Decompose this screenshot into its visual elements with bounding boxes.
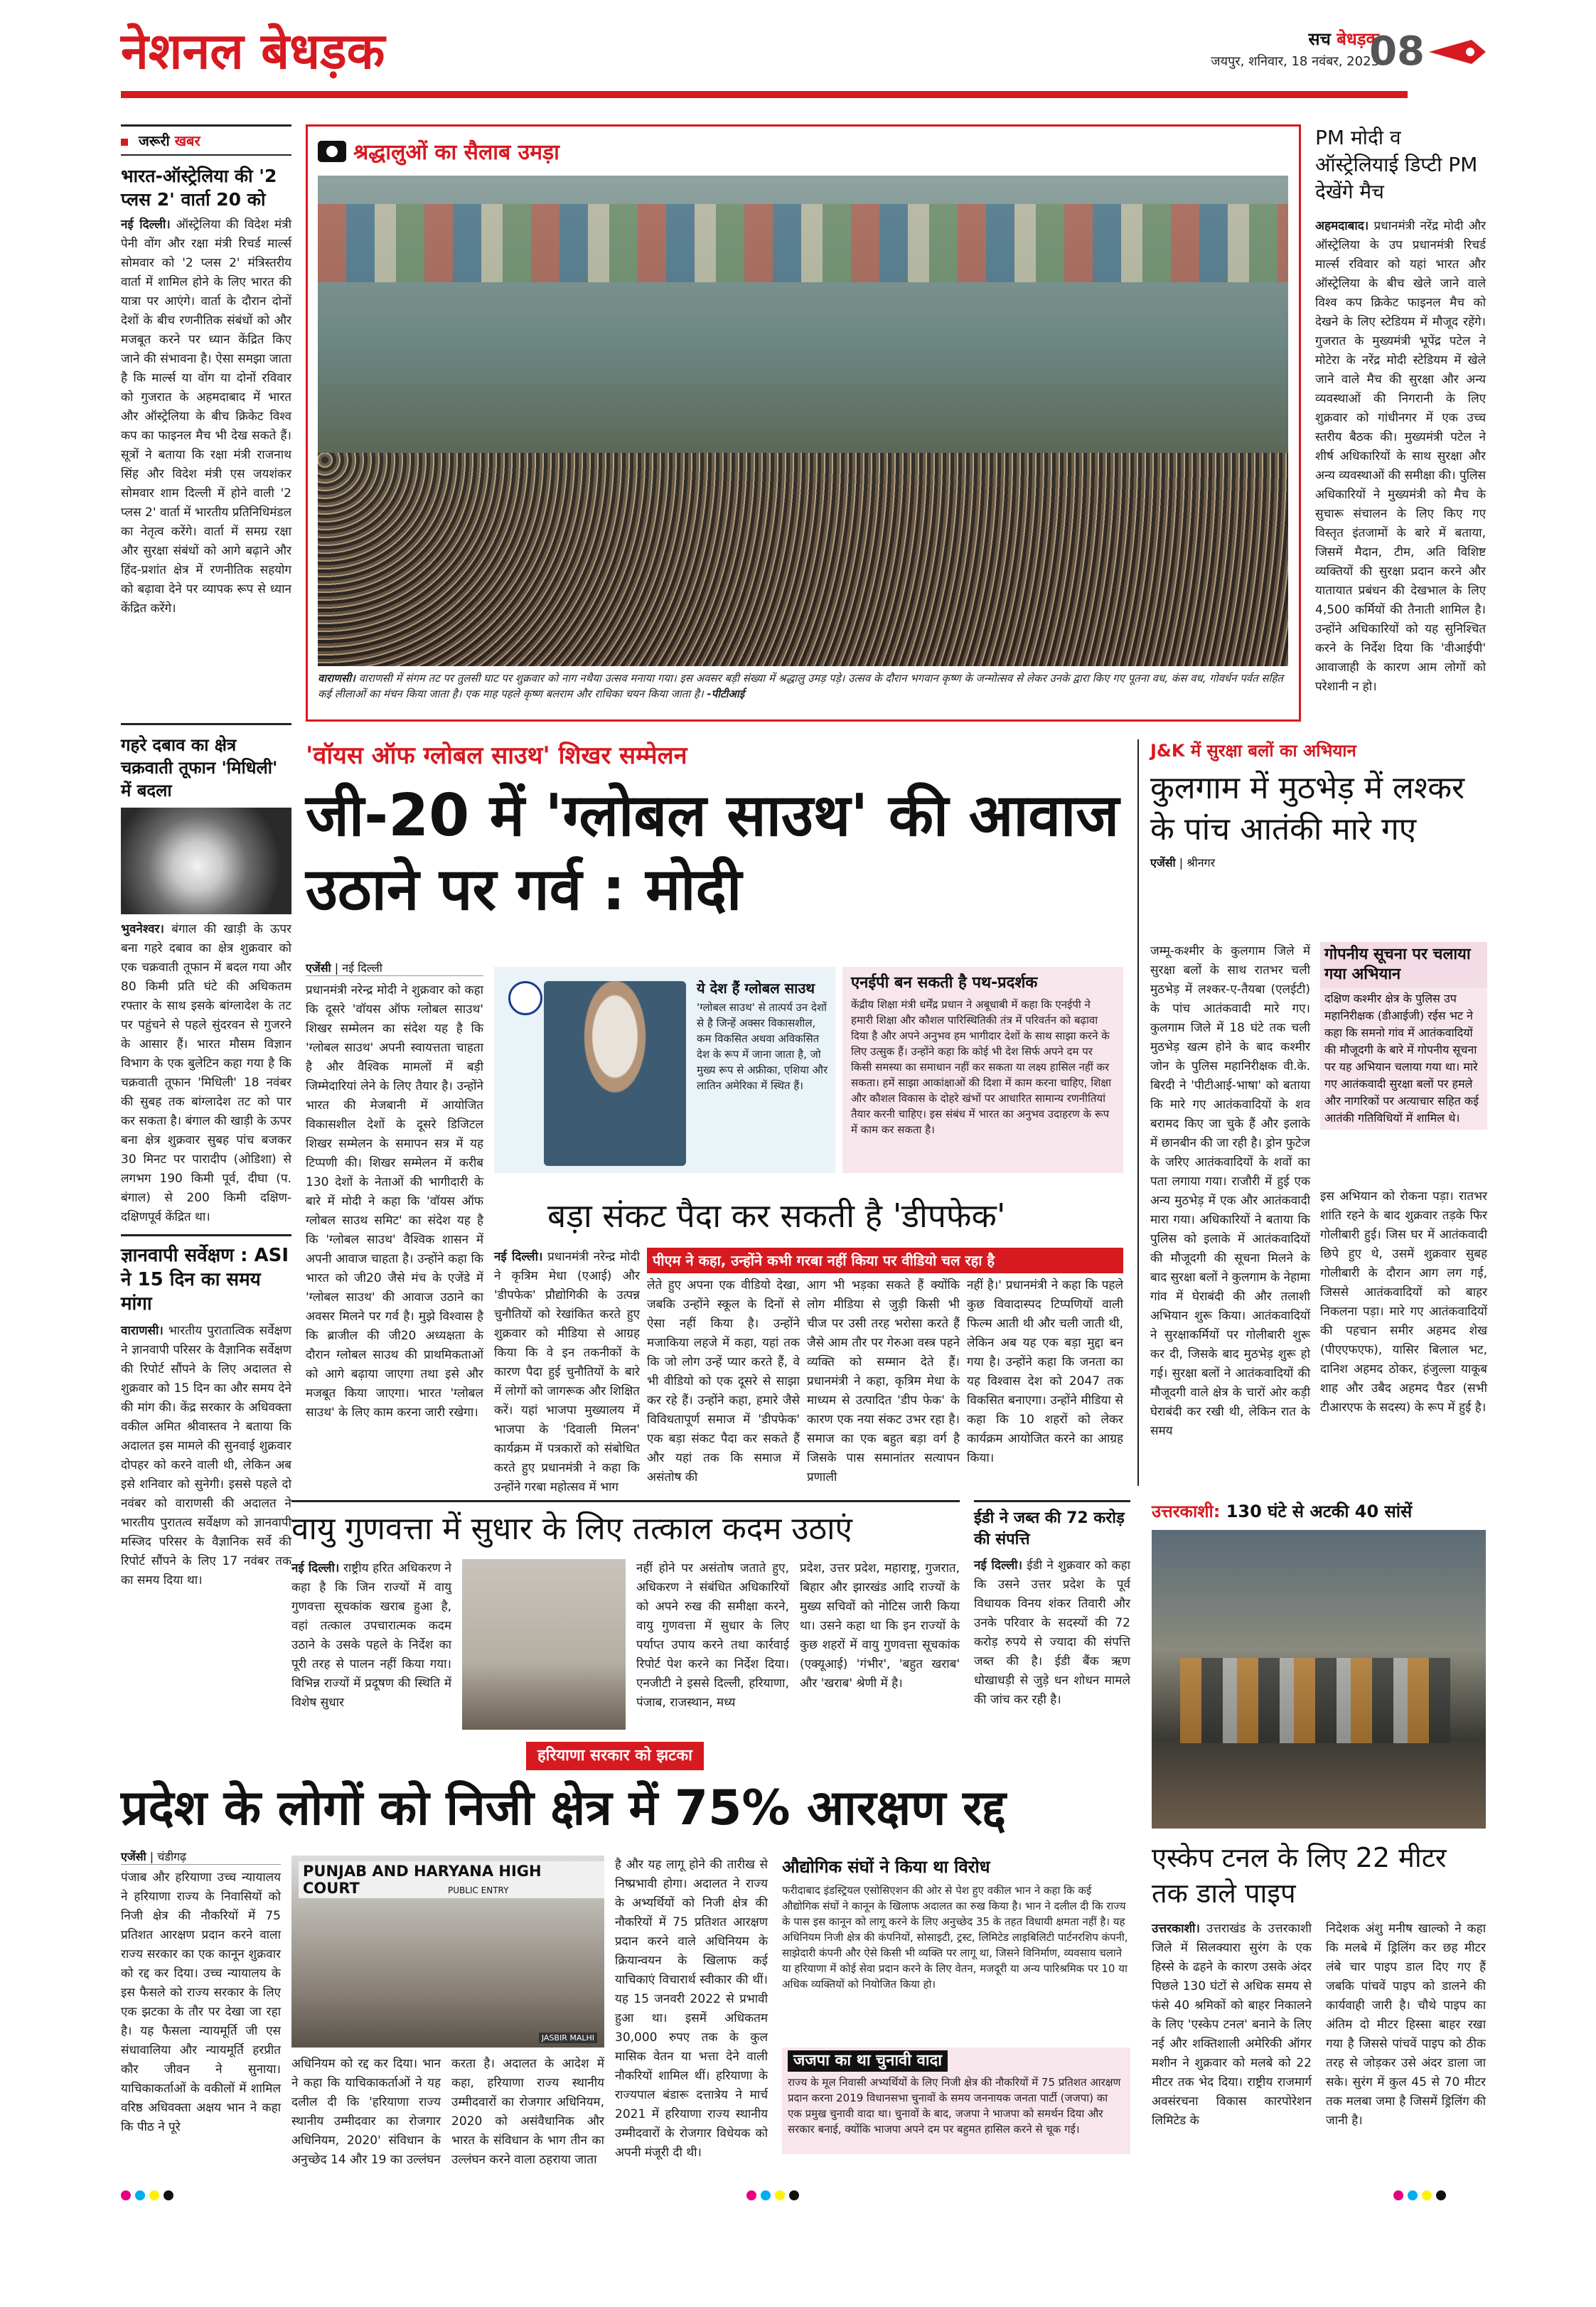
infobox-body: दक्षिण कश्मीर क्षेत्र के पुलिस उप महानिरीक्षक (डीआईजी) रईस भट ने कहा कि समनो गांव में आतंकवादियों की मौजूदगी के बारे में गोपनीय सूचना पर यह अभियान चलाया गया था। मारे गए आतंकवादी सुरक्षा बलों पर हमले और नागरिकों पर अत्याचार सहित कई आतंकी गतिविधियों में शामिल थे। xyxy=(1320,987,1487,1130)
camera-icon xyxy=(318,141,346,162)
byline-agency: एजेंसी xyxy=(121,1850,146,1863)
registration-dots-right xyxy=(1393,2190,1450,2203)
crowd xyxy=(318,453,1288,666)
story-headline: वायु गुणवत्ता में सुधार के लिए तत्काल कदम उठाएं xyxy=(291,1511,852,1547)
tunnel-story xyxy=(1152,1500,1486,2128)
deepfake-strap: पीएम ने कहा, उन्होंने कभी गरबा नहीं किया पर वीडियो चल रहा है xyxy=(647,1248,1123,1273)
nep-box xyxy=(842,967,1123,1173)
infobox-title: गोपनीय सूचना पर चलाया गया अभियान xyxy=(1320,942,1487,987)
modi-story xyxy=(306,739,1123,1494)
section-label-accent: खबर xyxy=(174,132,200,149)
deepfake-headline: बड़ा संकट पैदा कर सकती है 'डीपफेक' xyxy=(547,1197,1006,1235)
section-label-text: जरूरी xyxy=(138,132,170,149)
photo-caption-place: वाराणसी। xyxy=(318,672,355,685)
photo-credit: -पीटीआई xyxy=(707,687,745,700)
story-dateline: भुवनेश्वर। xyxy=(121,922,164,936)
tunnel-rescue-photo xyxy=(1152,1530,1486,1829)
story-dateline: उत्तरकाशी। xyxy=(1152,1922,1200,1936)
modi-photo-box xyxy=(494,967,835,1173)
ed-story xyxy=(974,1500,1130,1735)
infobox-body: 'ग्लोबल साउथ' से तात्पर्य उन देशों से है जिन्हें अक्सर विकासशील, कम विकसित अथवा अविकसित देश के रूप में जाना जाता है, जो मुख्य रूप से अफ्रीका, एशिया और लातिन अमेरिका में स्थित हैं। xyxy=(697,1001,828,1092)
infobox-title: औद्योगिक संघों ने किया था विरोध xyxy=(782,1857,990,1877)
story-text: भारतीय पुरातात्विक सर्वेक्षण ने ज्ञानवापी परिसर के वैज्ञानिक सर्वेक्षण की रिपोर्ट सौंपने के लिए अदालत से शुक्रवार को 15 दिन का और समय देने की मांग की। केंद्र सरकार के अधिवक्ता वकील अमित श्रीवास्तव ने बताया कि अदालत इस मामले की सुनवाई शुक्रवार दोपहर को करने वाली थी, लेकिन अब इसे शनिवार को सुनेगी। इससे पहले दो नवंबर को वाराणसी की अदालत ने भारतीय पुरातत्व सर्वेक्षण को ज्ञानवापी मस्जिद परिसर के वैज्ञानिक सर्वे की रिपोर्ट सौंपने के लिए 17 नवंबर तक का समय दिया था। xyxy=(121,1324,291,1588)
photo-kicker xyxy=(318,137,1289,166)
story-byline: एजेंसी | श्रीनगर xyxy=(1150,856,1216,869)
byline-agency: एजेंसी xyxy=(306,961,331,975)
byline-place: नई दिल्ली xyxy=(342,961,382,975)
infobox-title: एनईपी बन सकती है पथ-प्रदर्शक xyxy=(851,974,1038,992)
story-headline: कुलगाम में मुठभेड़ में लश्कर के पांच आतंकी मारे गए xyxy=(1150,770,1465,847)
story-text: बंगाल की खाड़ी के ऊपर बना गहरे दबाव का क्षेत्र शुक्रवार को एक चक्रवाती तूफान में बदल गया और 80 किमी प्रति घंटे की अधिकतम रफ्तार के साथ इसके बांग्लादेश के तट पर पहुंचने से पहले सुंदरवन से गुजरने के आसार हैं। भारत मौसम विज्ञान विभाग के एक बुलेटिन कहा गया है कि चक्रवाती तूफान 'मिधिली' 18 नवंबर की सुबह तक बांग्लादेश तट को पार कर सकता है। बंगाल की खाड़ी के ऊपर बना क्षेत्र शुक्रवार सुबह पांच बजकर 30 मिनट पर पारादीप (ओडिशा) से लगभग 190 किमी पूर्व, दीघा (प. बंगाल) से 200 किमी दक्षिण-दक्षिणपूर्व केंद्रित था। xyxy=(121,922,291,1224)
story-kicker: 'वॉयस ऑफ ग्लोबल साउथ' शिखर सम्मेलन xyxy=(306,742,687,770)
pen-nib-icon xyxy=(1429,34,1486,70)
kulgam-infobox xyxy=(1320,942,1487,1169)
air-quality-story xyxy=(291,1500,960,1735)
story-headline: ज्ञानवापी सर्वेक्षण : ASI ने 15 दिन का समय मांगा xyxy=(121,1245,289,1315)
story-dateline: नई दिल्ली। xyxy=(494,1250,543,1264)
photo-credit: JASBIR MALHI xyxy=(539,2033,597,2043)
quota-infobox-2 xyxy=(782,2048,1130,2154)
kulgam-col-1: जम्मू-कश्मीर के कुलगाम जिले में सुरक्षा बलों के साथ रातभर चली मुठभेड़ में लश्कर-ए-तैयबा (एलईटी) के पांच आतंकवादी मारे गए। कुलगाम जिले में 18 घंटे तक चली मुठभेड़ खत्म होने के बाद कश्मीर जोन के पुलिस महानिरीक्षक वी.के. बिरदी ने 'पीटीआई-भाषा' को बताया कि मारे गए आतंकवादियों के शव बरामद किए जा चुके हैं और इलाके में छानबीन की जा रही है। ड्रोन फुटेज के जरिए आतंकवादियों के शवों का पता लगाया गया। राजौरी में हुई एक अन्य मुठभेड़ में एक और आतंकवादी मारा गया। अधिकारियों ने बताया कि पुलिस को इलाके में आतंकवादियों की मौजूदगी की सूचना मिलने के बाद सुरक्षा बलों ने कुलगाम के नेहामा गांव में घेराबंदी की और तलाशी अभियान शुरू किया। आतंकवादियों ने सुरक्षाकर्मियों पर गोलीबारी शुरू कर दी, जिसके बाद मुठभेड़ शुरू हो गई। सुरक्षा बलों ने आतंकवादियों की मौजूदगी वाले क्षेत्र के चारों ओर कड़ी घेराबंदी कर रखी थी, लेकिन रात के समय xyxy=(1150,944,1310,1438)
left-column xyxy=(121,124,291,2023)
photo-caption xyxy=(318,670,1289,702)
story-dateline: नई दिल्ली। xyxy=(974,1558,1023,1573)
byline-place: श्रीनगर xyxy=(1187,856,1216,869)
story-text: राष्ट्रीय हरित अधिकरण ने कहा है कि जिन राज्यों में वायु गुणवत्ता सूचकांक खराब हुआ है, वहां तत्काल उपचारात्मक कदम उठाने के उसके पहले के निर्देश का पूरी तरह से पालन नहीं किया गया। विभिन्न राज्यों में प्रदूषण की स्थिति में विशेष सुधार xyxy=(291,1561,451,1710)
story-body xyxy=(1315,217,1486,693)
deepfake-col-1 xyxy=(494,1248,641,1494)
story-byline: एजेंसी | नई दिल्ली xyxy=(306,960,483,976)
registration-dots-left xyxy=(121,2190,178,2203)
story-dateline: नई दिल्ली। xyxy=(121,218,171,232)
kulgam-col-2: इस अभियान को रोकना पड़ा। रातभर शांति रहने के बाद शुक्रवार तड़के फिर गोलीबारी हुई। जिस घर में आतंकवादी छिपे हुए थे, उसमें शुक्रवार सुबह गोलीबारी के दौरान आग लग गई, जिससे आतंकवादियों को बाहर निकलना पड़ा। मारे गए आतंकवादियों की पहचान समीर अहमद शेख (पीएएफएफ), यासिर बिलाल भट, दानिश अहमद ठोकर, हंजुल्ला याकूब शाह और उबैद अहमद पैडर (सभी टीआरएफ के सदस्य) के रूप में हुई है। xyxy=(1320,1189,1487,1415)
story-main-headline: जी-20 में 'ग्लोबल साउथ' की आवाज उठाने पर गर्व : मोदी xyxy=(306,782,1120,924)
story-headline: एस्केप टनल के लिए 22 मीटर तक डाले पाइप xyxy=(1152,1842,1447,1909)
court-sign-line-1: PUNJAB AND HARYANA HIGH COURT xyxy=(303,1863,542,1897)
story-body xyxy=(974,1556,1130,1727)
right-column-top xyxy=(1315,124,1486,722)
ghat-crowd-photo xyxy=(318,176,1288,666)
story-headline: गहरे दबाव का क्षेत्र चक्रवाती तूफान 'मिधिली' में बदला xyxy=(121,735,278,801)
story-dateline: नई दिल्ली। xyxy=(291,1561,340,1575)
story-text: प्रधानमंत्री नरेंद्र मोदी और ऑस्ट्रेलिया के उप प्रधानमंत्री रिचर्ड मार्ल्स रविवार को यहां भारत और ऑस्ट्रेलिया के बीच खेले जाने वाले विश्व कप क्रिकेट फाइनल मैच को देखने के लिए स्टेडियम में मौजूद रहेंगे। गुजरात के मुख्यमंत्री भूपेंद्र पटेल ने मोटेरा के नरेंद्र मोदी स्टेडियम में खेले जाने वाले मैच की सुरक्षा और अन्य व्यवस्थाओं की निगरानी के लिए शुक्रवार को गांधीनगर में एक उच्च स्तरीय बैठक की। मुख्यमंत्री पटेल ने शीर्ष अधिकारियों के साथ सुरक्षा और अन्य व्यवस्थाओं की समीक्षा की। पुलिस अधिकारियों ने मुख्यमंत्री को मैच के सुचारू संचालन के लिए किए गए विस्तृत इंतजामों के बारे में बताया, जिसमें मैदान, टीम, अति विशिष्ट व्यक्तियों की सुरक्षा प्रदान करने और यातायात प्रबंधन की देखभाल के लिए 4,500 कर्मियों की तैनाती शामिल है। उन्होंने अधिकारियों को यह सुनिश्चित करने के निर्देश दिया कि 'वीआईपी' आवाजाही के कारण आम लोगों को परेशानी न हो। xyxy=(1315,219,1487,694)
quota-infobox-1 xyxy=(782,1856,1130,2040)
court-sign-sub: PUBLIC ENTRY xyxy=(448,1885,509,1895)
story-text: ईडी ने शुक्रवार को कहा कि उसने उत्तर प्रदेश के पूर्व विधायक विनय शंकर तिवारी और उनके परिवार के सदस्यों की 72 करोड़ रुपये से ज्यादा की संपत्ति जब्त की है। ईडी बैंक ऋण धोखाधड़ी से जुड़े धन शोधन मामले की जांच कर रही है। xyxy=(974,1558,1130,1707)
story-text: उत्तराखंड के उत्तरकाशी जिले में सिलक्यारा सुरंग के एक हिस्से के ढहने के कारण उसके अंदर पिछले 130 घंटों से अधिक समय से फंसे 40 श्रमिकों को बाहर निकालने के लिए 'एस्केप टनल' बनाने के लिए नई और शक्तिशाली अमेरिकी ऑगर मशीन ने शुक्रवार को मलबे को 22 मीटर तक भेद दिया। राष्ट्रीय राजमार्ग अवसंरचना विकास कारपोरेशन लिमिटेड के xyxy=(1152,1922,1312,2128)
story-body xyxy=(121,920,291,1226)
story-text: प्रधानमंत्री नरेन्द्र मोदी ने कृत्रिम मेधा (एआई) और 'डीपफेक' प्रौद्योगिकी के उत्पन्न चुनौतियों को रेखांकित करते हुए शुक्रवार को मीडिया से आग्रह किया कि वे इन तकनीकों के कारण पैदा हुई चुनौतियों के बारे में लोगों को जागरूक और शिक्षित करें। यहां भाजपा मुख्यालय में भाजपा के 'दिवाली मिलन' कार्यक्रम में पत्रकारों को संबोधित करते हुए प्रधानमंत्री ने कहा कि उन्होंने गरबा महोत्सव में भाग xyxy=(494,1250,641,1494)
tunnel-col-2: निदेशक अंशु मनीष खाल्को ने कहा कि मलबे में ड्रिलिंग कर छह मीटर लंबे चार पाइप डाल दिए गए हैं जबकि पांचवें पाइप को डालने की कार्यवाही जारी है। चौथे पाइप का अंतिम दो मीटर हिस्सा बाहर रखा गया है जिससे पांचवें पाइप को ठीक तरह से जोड़कर उसे अंदर डाला जा सके। सुरंग में कुल 45 से 70 मीटर तक मलबा जमा है जिसमें ड्रिलिंग की जानी है। xyxy=(1326,1922,1486,2128)
story-kicker: J&K में सुरक्षा बलों का अभियान xyxy=(1150,741,1356,761)
story-body xyxy=(121,215,291,713)
page-number: 08 xyxy=(1369,28,1425,75)
quota-col-1: पंजाब और हरियाणा उच्च न्यायालय ने हरियाणा राज्य के निवासियों को निजी क्षेत्र की नौकरियों में 75 प्रतिशत आरक्षण प्रदान करने वाला राज्य सरकार का एक कानून शुक्रवार को रद्द कर दिया। उच्च न्यायालय के इस फैसले को राज्य सरकार के लिए एक झटका के तौर पर देखा जा रहा है। यह फैसला न्यायमूर्ति जी एस संधावालिया और न्यायमूर्ति हरप्रीत कौर जीवन ने सुनाया। याचिकाकर्ताओं के वकीलों में शामिल वरिष्ठ अधिवक्ता अक्षय भान ने कहा कि पीठ ने पूरे xyxy=(121,1870,281,2134)
air-col-1 xyxy=(291,1559,451,1737)
divider xyxy=(121,1234,291,1236)
masthead-rule xyxy=(121,91,1408,98)
deepfake-col-4: नहीं है।' प्रधानमंत्री ने कहा कि पहले कुछ विवादास्पद टिप्पणियों वाली फिल्म आती थी और चली जाती थी, लेकिन अब यह एक बड़ा मुद्दा बन गया है। उन्होंने कहा कि जनता का यह विश्वास देश को 2047 तक विकसित बनाएगा। उन्होंने मीडिया से कहा कि 10 शहरों को लेकर कार्यक्रम आयोजित करने का आग्रह किया। xyxy=(967,1278,1123,1465)
infobox-title: जजपा का था चुनावी वादा xyxy=(788,2050,948,2072)
masthead xyxy=(121,21,1486,100)
byline-agency: एजेंसी xyxy=(1150,856,1176,869)
masthead-title: नेशनल बेधड़क xyxy=(121,22,385,80)
boats xyxy=(318,204,1288,282)
kicker-place: उत्तरकाशी: xyxy=(1152,1502,1221,1521)
kicker-text: 130 घंटे से अटकी 40 सांसें xyxy=(1226,1502,1413,1521)
top-photo-block xyxy=(306,124,1301,722)
quota-col-4: है और यह लागू होने की तारीख से निष्प्रभावी होगा। अदालत ने राज्य के अभ्यर्थियों को निजी क्षेत्र की नौकरियों में 75 प्रतिशत आरक्षण प्रदान करने वाले अधिनियम के क्रियान्वयन के खिलाफ कई याचिकाएं विचारार्थ स्वीकार की थीं। यह 15 जनवरी 2022 से प्रभावी हुआ था। इसमें अधिकतम 30,000 रुपए तक के कुल मासिक वेतन या भत्ता देने वाली नौकरियों शामिल थीं। हरियाणा के राज्यपाल बंडारू दत्तात्रेय ने मार्च 2021 में हरियाणा राज्य स्थानीय उम्मीदवारों के रोजगार विधेयक को अपनी मंजूरी दी थी। xyxy=(615,1858,768,2160)
tunnel-col-1 xyxy=(1152,1920,1312,2307)
quota-story xyxy=(121,1742,1130,2167)
story-headline: प्रदेश के लोगों को निजी क्षेत्र में 75% आरक्षण रद्द xyxy=(121,1780,1006,1836)
deepfake-col-2: लेते हुए अपना एक वीडियो देखा, जबकि उन्होंने स्कूल के दिनों से ऐसा नहीं किया है। उन्होंने मजाकिया लहजे में कहा, यहां तक कि जो लोग उन्हें प्यार करते हैं, वे भी वीडियो को एक दूसरे से साझा कर रहे हैं। उन्होंने कहा, हमारे जैसे विविधतापूर्ण समाज में 'डीपफेक' एक बड़ा संकट पैदा कर सकते हैं और यहां तक कि समाज में असंतोष की xyxy=(647,1278,800,1484)
story-headline: ईडी ने जब्त की 72 करोड़ की संपत्ति xyxy=(974,1509,1125,1548)
infobox-body: फरीदाबाद इंडस्ट्रियल एसोसिएशन की ओर से पेश हुए वकील भान ने कहा कि कई औद्योगिक संघों ने कानून के खिलाफ अदालत का रुख किया है। भान ने दलील दी कि राज्य के पास इस कानून को लागू करने के लिए अनुच्छेद 35 के तहत विधायी क्षमता नहीं है। यह अधिनियम निजी क्षेत्र की कंपनियों, सोसाइटी, ट्रस्ट, लिमिटेड लाइबिलिटी पार्टनरशिप कंपनी, साझेदारी कंपनी और ऐसे किसी भी व्यक्ति पर लागू था, जिसने विनिर्माण, व्यवसाय चलाने या हरियाणा में कोई सेवा प्रदान करने के लिए वेतन, मजदूरी या अन्य पारिश्रमिक पर 10 या अधिक व्यक्तियों को नियोजित किया हो। xyxy=(782,1884,1128,1991)
story-text: ऑस्ट्रेलिया की विदेश मंत्री पेनी वोंग और रक्षा मंत्री रिचर्ड मार्ल्स सोमवार को '2 प्लस 2' मंत्रिस्तरीय वार्ता में शामिल होने के लिए भारत की यात्रा पर आएंगे। वार्ता के दौरान दोनों देशों के बीच रणनीतिक संबंधों को और मजबूत करने पर ध्यान केंद्रित किए जाने की संभावना है। ऐसा समझा जाता है कि मार्ल्स या वोंग या दोनों रविवार को गुजरात के अहमदाबाद में भारत और ऑस्ट्रेलिया के बीच क्रिकेट विश्व कप का फाइनल मैच भी देख सकते हैं। सूत्रों ने बताया कि रक्षा मंत्री राजनाथ सिंह और विदेश मंत्री एस जयशंकर सोमवार शाम दिल्ली में होने वाली '2 प्लस 2' वार्ता में भारतीय प्रतिनिधिमंडल का नेतृत्व करेंगे। वार्ता में समग्र रक्षा और सुरक्षा संबंधों को आगे बढ़ाने और हिंद-प्रशांत क्षेत्र में रणनीतिक सहयोग को बढ़ावा देने पर व्यापक रूप से ध्यान केंद्रित करेंगे। xyxy=(121,218,291,616)
deepfake-col-3: आग भी भड़का सकते हैं क्योंकि लोग मीडिया से जुड़ी किसी भी चीज पर उसी तरह भरोसा करते हैं जैसे आम तौर पर गेरुआ वस्त्र पहने व्यक्ति को सम्मान देते हैं। प्रधानमंत्री ने कहा, कृत्रिम मेधा के माध्यम से उत्पादित 'डीप फेक' के कारण एक नया संकट उभर रहा है। समाज का एक बहुत बड़ा वर्ग है जिसके पास समानांतर सत्यापन प्रणाली xyxy=(807,1278,960,1484)
cyclone-satellite-photo xyxy=(121,808,291,914)
air-col-3: प्रदेश, उत्तर प्रदेश, महाराष्ट्र, गुजरात, बिहार और झारखंड आदि राज्यों के मुख्य सचिवों को नोटिस जारी किया था। उसने कहा था कि इन राज्यों के कुछ शहरों में वायु गुणवत्ता सूचकांक (एक्यूआई) 'गंभीर', 'बहुत खराब' और 'खराब' श्रेणी में है। xyxy=(800,1561,960,1691)
story-dateline: वाराणसी। xyxy=(121,1324,164,1338)
brand-pre: सच xyxy=(1308,29,1331,49)
byline-place: चंडीगढ़ xyxy=(157,1850,187,1863)
infobox-body: राज्य के मूल निवासी अभ्यर्थियों के लिए निजी क्षेत्र की नौकरियों में 75 प्रतिशत आरक्षण प्रदान करना 2019 विधानसभा चुनावों के समय जननायक जनता पार्टी (जजपा) का एक प्रमुख चुनावी वादा था। चुनावों के बाद, जजपा ने भाजपा को समर्थन दिया और सरकार बनाई, क्योंकि भाजपा अपने दम पर बहुमत हासिल करने से चूक गई। xyxy=(788,2076,1121,2136)
brand-name: बेधड़क xyxy=(1337,29,1379,49)
smog-photo xyxy=(462,1559,626,1730)
high-court-photo xyxy=(291,1856,604,2048)
photo-kicker-text: श्रद्धालुओं का सैलाब उमड़ा xyxy=(353,140,559,165)
story-headline: भारत-ऑस्ट्रेलिया की '2 प्लस 2' वार्ता 20 को xyxy=(121,166,277,210)
story-kicker xyxy=(1152,1500,1486,1523)
modi-photo xyxy=(544,981,686,1166)
quota-col-3: करता है। अदालत के आदेश में कहा, हरियाणा राज्य स्थानीय उम्मीदवारों का रोजगार अधिनियम, 2020 को असंवैधानिक और भारत के संविधान के भाग तीन का उल्लंघन करने वाला ठहराया जाता xyxy=(451,2057,604,2167)
story-body: प्रधानमंत्री नरेन्द्र मोदी ने शुक्रवार को कहा कि दूसरे 'वॉयस ऑफ ग्लोबल साउथ' शिखर सम्मेलन का संदेश यह है कि 'ग्लोबल साउथ' अपनी स्वायत्तता चाहता है और वैश्विक मामलों में बड़ी जिम्मेदारियां लेने के लिए तैयार है। उन्होंने भारत की मेजबानी में आयोजित विकासशील देशों के दूसरे डिजिटल शिखर सम्मेलन के समापन सत्र में यह टिप्पणी की। शिखर सम्मेलन में करीब 130 देशों के नेताओं की भागीदारी के बारे में मोदी ने कहा कि 'वॉयस ऑफ ग्लोबल साउथ समिट' का संदेश यह है कि 'ग्लोबल साउथ' वैश्विक शासन में अपनी आवाज चाहता है। उन्होंने कहा कि भारत को जी20 जैसे मंच के एजेंडे में 'ग्लोबल साउथ' की आवाज उठाने का अवसर मिलने पर गर्व है। मुझे विश्वास है कि ब्राजील की जी20 अध्यक्षता के दौरान ग्लोबल साउथ की प्राथमिकताओं को आगे बढ़ाया जाएगा तथा इसे और मजबूत किया जाएगा। भारत 'ग्लोबल साउथ' के लिए काम करना जारी रखेगा। xyxy=(306,983,483,1420)
story-headline: PM मोदी व ऑस्ट्रेलियाई डिप्टी PM देखेंगे मैच xyxy=(1315,126,1478,203)
infobox-title: ये देश हैं ग्लोबल साउथ xyxy=(697,980,815,997)
kulgam-story xyxy=(1137,739,1486,1486)
photo-caption-text: वाराणसी में संगम तट पर तुलसी घाट पर शुक्रवार को नाग नथैया उत्सव मनाया गया। इस अवसर बड़ी संख्या में श्रद्धालु उमड़ पड़े। उत्सव के दौरान भगवान कृष्ण के जन्मोत्सव से लेकर उनके द्वारा किए गए पूतना वध, कंस वध, गोवर्धन पर्वत सहित कई लीलाओं का मंचन किया जाता है। एक माह पहले कृष्ण बलराम और राधिका चयन किया जाता है। xyxy=(318,672,1283,700)
registration-dots-center xyxy=(746,2190,803,2203)
divider xyxy=(121,723,291,725)
story-kicker: हरियाणा सरकार को झटका xyxy=(526,1742,704,1770)
quota-col-2: अधिनियम को रद्द कर दिया। भान ने कहा कि याचिकाकर्ताओं ने यह दलील दी कि 'हरियाणा राज्य स्थानीय उम्मीदवार का रोजगार अधिनियम, 2020' संविधान के अनुच्छेद 14 और 19 का उल्लंघन xyxy=(291,2057,441,2167)
story-body xyxy=(121,1322,291,1706)
infobox-body: केंद्रीय शिक्षा मंत्री धर्मेंद्र प्रधान ने अबूधाबी में कहा कि एनईपी ने हमारी शिक्षा और कौशल पारिस्थितिकी तंत्र में परिवर्तन को बढ़ावा दिया है और अपने अनुभव हम भागीदार देशों के साथ साझा करने के लिए उत्सुक हैं। उन्होंने कहा कि कोई भी देश सिर्फ अपने दम पर किसी समस्या का समाधान नहीं कर सकता या लक्ष्य हासिल नहीं कर सकता। हमें साझा आकांक्षाओं की दिशा में काम करना चाहिए, शिक्षा और कौशल विकास के दोहरे खंभों पर आधारित सामान्य रणनीतियां तैयार करनी चाहिए। इस संबंध में भारत का अनुभव उदाहरण के रूप में काम कर सकता है। xyxy=(851,998,1111,1136)
section-label xyxy=(121,124,291,156)
story-byline: एजेंसी | चंडीगढ़ xyxy=(121,1848,281,1865)
brand-mark xyxy=(1308,27,1379,50)
dateline: जयपुर, शनिवार, 18 नवंबर, 2023 xyxy=(1211,54,1379,69)
air-col-2: नहीं होने पर असंतोष जताते हुए, अधिकरण ने संबंधित अधिकारियों को अपने रुख की समीक्षा करने, वायु गुणवत्ता में सुधार के लिए पर्याप्त उपाय करने तथा कार्रवाई रिपोर्ट पेश करने का निर्देश दिया। एनजीटी ने इससे दिल्ली, हरियाणा, पंजाब, राजस्थान, मध्य xyxy=(636,1561,789,1710)
story-dateline: अहमदाबाद। xyxy=(1315,219,1369,233)
india-flag-icon xyxy=(508,981,542,1015)
